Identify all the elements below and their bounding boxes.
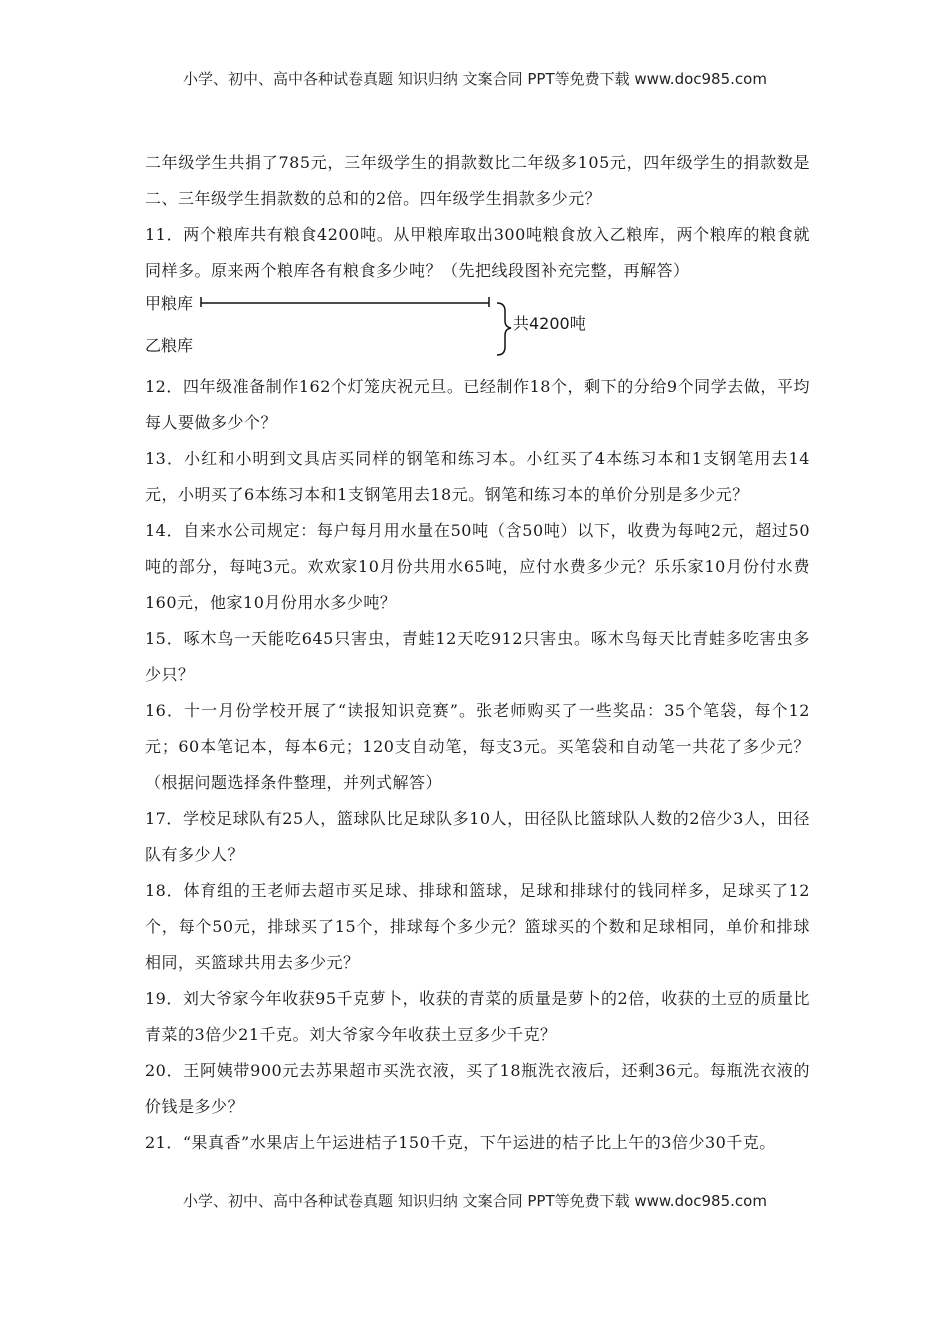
question-10-continued: 二年级学生共捐了785元，三年级学生的捐款数比二年级多105元，四年级学生的捐款数是二、三年级学生捐款数的总和的2倍。四年级学生捐款多少元？ [145, 153, 810, 208]
right-brace [497, 303, 511, 355]
page-footer: 小学、初中、高中各种试卷真题 知识归纳 文案合同 PPT等免费下载 www.doc985.com [183, 1192, 767, 1210]
question-19: 19．刘大爷家今年收获95千克萝卜，收获的青菜的质量是萝卜的2倍，收获的土豆的质量比青菜的3倍少21千克。刘大爷家今年收获土豆多少千克？ [145, 989, 810, 1044]
granary-a-label: 甲粮库 [145, 294, 194, 313]
question-14: 14．自来水公司规定：每户每月用水量在50吨（含50吨）以下，收费为每吨2元，超过50吨的部分，每吨3元。欢欢家10月份共用水65吨，应付水费多少元？乐乐家10月份付水费160元，他家10月份用水多少吨？ [145, 521, 810, 612]
granary-b-label: 乙粮库 [145, 336, 194, 355]
total-label: 共4200吨 [513, 314, 586, 333]
question-20: 20．王阿姨带900元去苏果超市买洗衣液，买了18瓶洗衣液后，还剩36元。每瓶洗衣液的价钱是多少？ [145, 1061, 810, 1116]
question-list [145, 145, 810, 1161]
line-segment-diagram [145, 289, 810, 365]
segment-and-brace-graphic [199, 291, 519, 361]
question-21: 21．“果真香”水果店上午运进桔子150千克，下午运进的桔子比上午的3倍少30千克。 [145, 1133, 776, 1152]
question-17: 17．学校足球队有25人，篮球队比足球队多10人，田径队比篮球队人数的2倍少3人，田径队有多少人？ [145, 809, 810, 864]
question-12: 12．四年级准备制作162个灯笼庆祝元旦。已经制作18个，剩下的分给9个同学去做，平均每人要做多少个？ [145, 377, 810, 432]
question-11: 11．两个粮库共有粮食4200吨。从甲粮库取出300吨粮食放入乙粮库，两个粮库的粮食就同样多。原来两个粮库各有粮食多少吨？（先把线段图补充完整，再解答） [145, 225, 810, 280]
question-18: 18．体育组的王老师去超市买足球、排球和篮球，足球和排球付的钱同样多，足球买了12个，每个50元，排球买了15个，排球每个多少元？篮球买的个数和足球相同，单价和排球相同，买篮球共用去多少元？ [145, 881, 810, 972]
page-header: 小学、初中、高中各种试卷真题 知识归纳 文案合同 PPT等免费下载 www.doc985.com [183, 70, 767, 88]
question-15: 15．啄木鸟一天能吃645只害虫，青蛙12天吃912只害虫。啄木鸟每天比青蛙多吃害虫多少只？ [145, 629, 810, 684]
question-13: 13．小红和小明到文具店买同样的钢笔和练习本。小红买了4本练习本和1支钢笔用去14元，小明买了6本练习本和1支钢笔用去18元。钢笔和练习本的单价分别是多少元？ [145, 449, 810, 504]
question-16: 16．十一月份学校开展了“读报知识竞赛”。张老师购买了一些奖品：35个笔袋，每个12元；60本笔记本，每本6元；120支自动笔，每支3元。买笔袋和自动笔一共花了多少元？（根据问题选择条件整理，并列式解答） [145, 701, 810, 792]
